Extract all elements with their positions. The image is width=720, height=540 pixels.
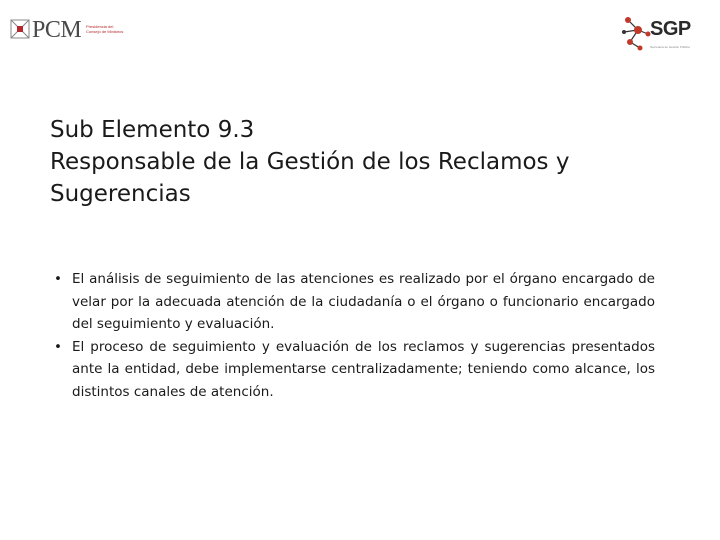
bullet-item [50, 336, 655, 404]
slide-title-line: Sugerencias [50, 181, 191, 207]
bullet-icon: • [54, 338, 62, 355]
bullet-list [50, 268, 655, 403]
slide-header [0, 0, 720, 62]
pcm-logo-subtext: Presidencia del Consejo de Ministros [86, 24, 124, 34]
bullet-text: El análisis de seguimiento de las atenciones es realizado por el órgano encargado de velar por la adecuada atención de la ciudadanía o el órgano o funcionario encargado del seguimiento y evaluación. [72, 271, 655, 332]
pcm-logo-text: PCM [32, 17, 82, 43]
sgp-logo-subtext: Secretaría de Gestión Pública [650, 45, 690, 49]
slide-title [50, 114, 690, 210]
slide-title-line: Responsable de la Gestión de los Reclamos y [50, 149, 570, 175]
bullet-text: El proceso de seguimiento y evaluación de los reclamos y sugerencias presentados ante la entidad, debe implementarse centralizadamente; teniendo como alcance, los distintos canales de atención. [72, 338, 655, 400]
bullet-item [50, 268, 655, 336]
sgp-network-icon [620, 14, 652, 54]
sgp-logo [620, 14, 710, 58]
bullet-icon: • [54, 271, 62, 287]
pcm-logo [10, 14, 124, 48]
slide-title-line: Sub Elemento 9.3 [50, 117, 255, 143]
sgp-logo-text: SGP [650, 18, 691, 40]
pcm-emblem-icon [10, 18, 30, 40]
